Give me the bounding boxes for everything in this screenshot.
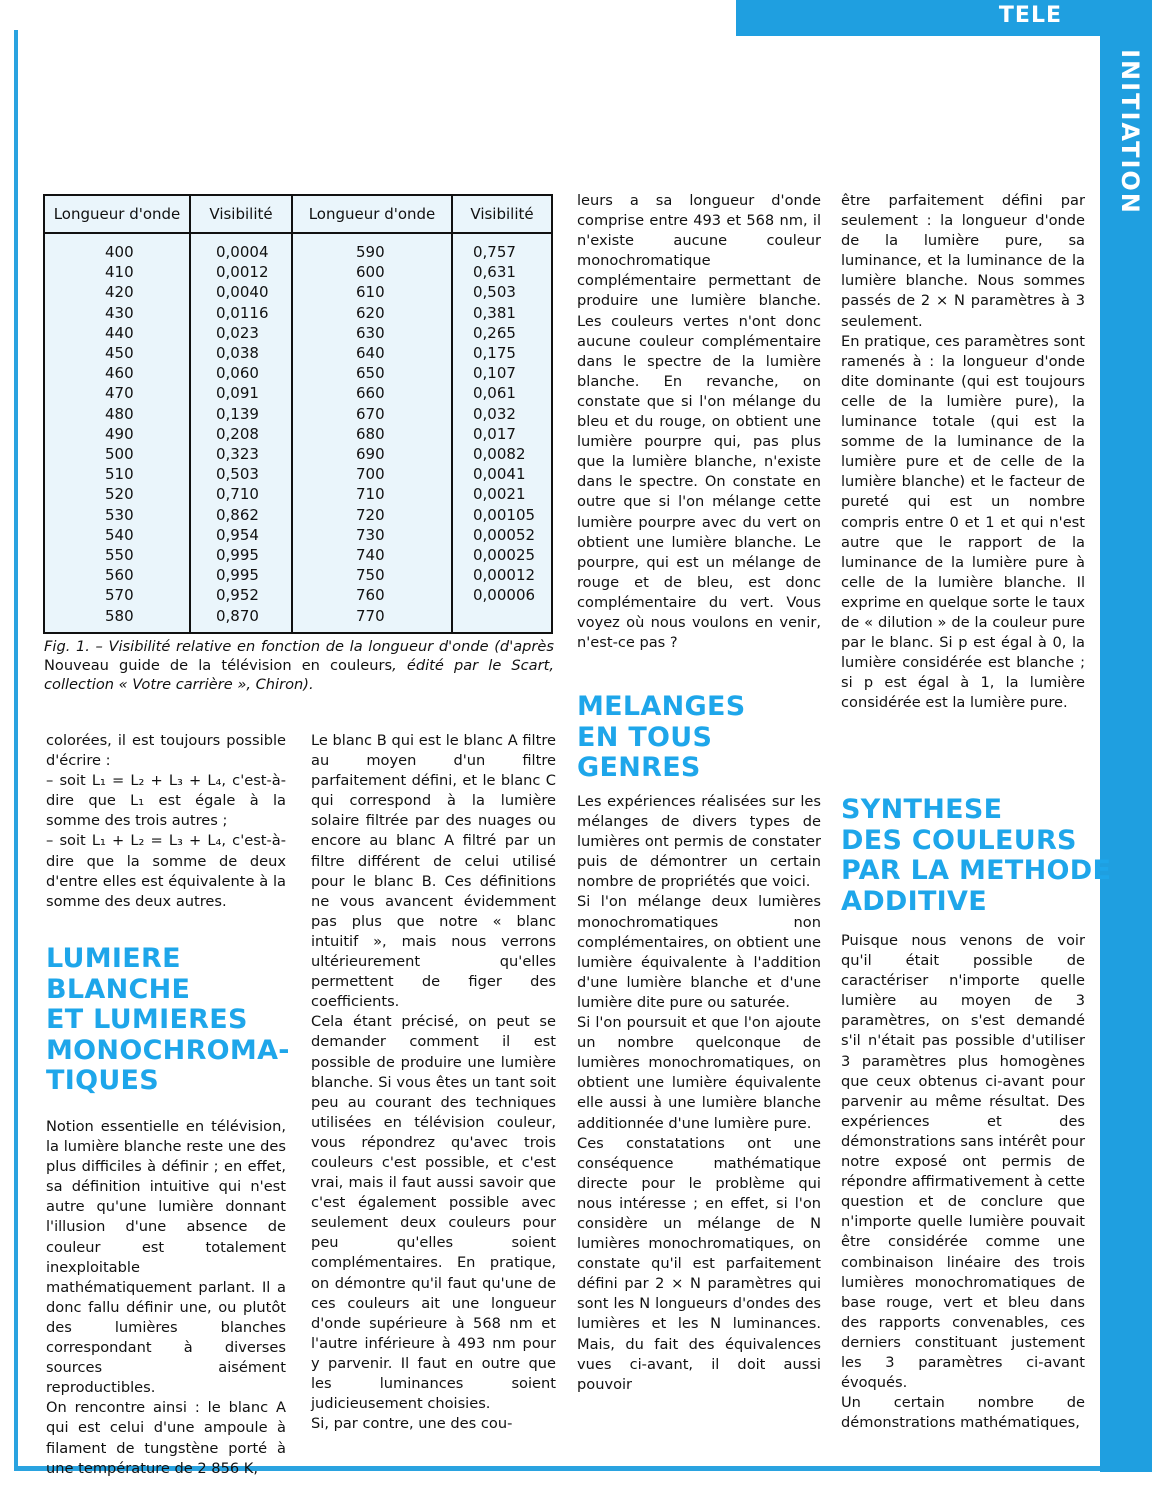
- table-cell: 0,00052: [473, 525, 536, 544]
- heading-line: ADDITIVE: [841, 885, 987, 917]
- table-header: Visibilité: [190, 195, 292, 233]
- table-cell: 410: [105, 263, 134, 282]
- table-cell: 0,0116: [216, 303, 269, 322]
- caption-text: Fig. 1. – Visibilité relative en fonction de la longueur d'onde (d'après: [44, 638, 554, 655]
- table-cell: 630: [356, 323, 385, 342]
- table-cell: 0,175: [473, 344, 516, 363]
- table-cell: 460: [105, 364, 134, 383]
- figure-caption: [44, 637, 554, 694]
- heading-line: BLANCHE: [46, 973, 191, 1005]
- caption-text: , édité par le Scart, collection « Votre carrière », Chiron).: [44, 657, 554, 693]
- table-cell: 640: [356, 344, 385, 363]
- table-cell: 0,710: [216, 485, 259, 504]
- table-cell: 0,00006: [473, 586, 536, 605]
- table-cell: 0,503: [216, 465, 259, 484]
- paragraph: En pratique, ces paramètres sont ramenés à : la longueur d'onde dite dominante (qui est toujours celle de la lumière pure), la luminance totale (qui est la somme de la luminance de la lumière pure et de celle de la lumière blanche) et le facteur de pureté qui est un nombre compris entre 0 et 1 et qui n'est autre que le rapport de la luminance de la lumière pure à celle de la lumière blanche. Il exprime en quelque sorte le taux de « dilution » de la couleur pure par le blanc. Si p est égal à 0, la lumière considérée est blanche ; si p est égal à 1, la lumière considérée est la lumière pure.: [841, 332, 1085, 712]
- table-cell: 470: [105, 384, 134, 403]
- paragraph: être parfaitement défini par seulement : la longueur d'onde de la lumière pure, sa luminance, et la luminance de la lumière blanche. Nous sommes passés de 2 × N paramètres à 3 seulement.: [841, 192, 1085, 330]
- heading-line: ET LUMIERES: [46, 1004, 248, 1035]
- heading-line: PAR LA METHODE: [841, 855, 1112, 886]
- table-cell: 0,0040: [216, 283, 269, 302]
- table-cell: 480: [105, 404, 134, 423]
- table-cell: 0,631: [473, 263, 516, 282]
- paragraph: On rencontre ainsi : le blanc A qui est celui d'une ampoule à filament de tungstène porté à une température de 2 856 K,: [46, 1399, 286, 1477]
- table-cell: 0,870: [216, 606, 259, 625]
- paragraph: – soit L₁ + L₂ = L₃ + L₄, c'est-à-dire que la somme de deux d'entre elles est équivalente à la somme des deux autres.: [46, 832, 286, 910]
- visibility-table: [43, 194, 553, 634]
- table-cell: 560: [105, 566, 134, 585]
- paragraph: Notion essentielle en télévision, la lumière blanche reste une des plus difficiles à définir ; en effet, sa définition intuitive qui n'est autre qu'une lumière donnant l'illusion d'une absence de couleur est totalement inexploitable mathématiquement parlant. Il a donc fallu définir une, ou plutôt des lumières blanches correspondant à diverses sources aisément reproductibles.: [46, 1118, 286, 1397]
- paragraph: colorées, il est toujours possible d'écrire :: [46, 732, 286, 770]
- table-cell: 0,954: [216, 525, 259, 544]
- caption-book-title: Nouveau guide de la télévision en couleurs: [44, 657, 393, 674]
- table-cell: 680: [356, 424, 385, 443]
- table-cell: 510: [105, 465, 134, 484]
- table-cell: 570: [105, 586, 134, 605]
- table-cell: 400: [105, 243, 134, 261]
- heading-lumiere-blanche: [46, 944, 290, 1097]
- table-cell: 0,139: [216, 404, 259, 423]
- table-cell: 690: [356, 445, 385, 464]
- paragraph: Puisque nous venons de voir qu'il était possible de caractériser n'importe quelle lumière au moyen de 3 paramètres, on s'est demandé s'il n'était pas possible d'utiliser 3 paramètres plus homogènes que ceux obtenus ci-avant pour parvenir au même résultat. Des expériences et des démonstrations sans intérêt pour notre exposé ont permis de répondre affirmativement à cette question et de conclure que n'importe quelle lumière pouvait être considérée comme une combinaison linéaire des trois lumières monochromatiques de base rouge, vert et bleu dans des rapports convenables, ces derniers constituant justement les 3 paramètres ci-avant évoqués.: [841, 932, 1085, 1392]
- table-cell: 670: [356, 404, 385, 423]
- paragraph: Les expériences réalisées sur les mélanges de divers types de lumières ont permis de constater puis de démontrer un certain nombre de propriétés que voici.: [577, 793, 821, 891]
- table-cell: 0,107: [473, 364, 516, 383]
- table-cell: 730: [356, 525, 385, 544]
- table-cell: 0,038: [216, 344, 259, 363]
- table-cell: 550: [105, 546, 134, 565]
- section-label-tele: TELE: [998, 3, 1062, 28]
- table-cell: 590: [356, 243, 385, 261]
- table-cell: 0,0021: [473, 485, 526, 504]
- heading-line: GENRES: [577, 752, 701, 783]
- heading-line: MONOCHROMA-: [46, 1034, 290, 1066]
- table-cell: 600: [356, 263, 385, 282]
- table-cell: 540: [105, 525, 134, 544]
- table-cell: 0,862: [216, 505, 259, 524]
- table-cell: 0,757: [473, 243, 516, 261]
- table-cell: 0,00105: [473, 505, 536, 524]
- table-cell: 770: [356, 606, 385, 625]
- column-2: [311, 731, 556, 1434]
- wavelength-column-left: [45, 234, 189, 632]
- table-header-row: [44, 195, 552, 233]
- paragraph: Si l'on mélange deux lumières monochromatiques non complémentaires, on obtient une lumière équivalente à l'addition d'une lumière blanche et d'une lumière dite pure ou saturée.: [577, 893, 821, 1011]
- column-1-body: [46, 1117, 286, 1479]
- paragraph: Ces constatations ont une conséquence mathématique directe pour le problème qui nous intéresse ; en effet, si l'on considère un mélange de N lumières monochromatiques, on constate qu'il est parfaitement défini par 2 × N paramètres qui sont les N longueurs d'ondes des lumières et les N luminances. Mais, du fait des équivalences vues ci-avant, il doit aussi pouvoir: [577, 1134, 821, 1393]
- table-cell: 440: [105, 323, 134, 342]
- table-cell: 430: [105, 303, 134, 322]
- paragraph: Un certain nombre de démonstrations mathématiques,: [841, 1394, 1085, 1432]
- side-label-container: [1110, 32, 1150, 232]
- table-cell: 490: [105, 424, 134, 443]
- heading-line: DES COULEURS: [841, 824, 1077, 856]
- table-cell: 660: [356, 384, 385, 403]
- side-banner-edge: [1100, 36, 1106, 1472]
- table-cell: 0,061: [473, 384, 516, 403]
- table-header: Visibilité: [452, 195, 552, 233]
- visibility-column-right: [453, 234, 551, 612]
- table-cell: 0,0004: [216, 243, 269, 261]
- table-cell: 0,995: [216, 546, 259, 565]
- table-cell: 700: [356, 465, 385, 484]
- heading-line: LUMIERE: [46, 943, 181, 974]
- column-3-top: [577, 191, 821, 653]
- table-cell: 760: [356, 586, 385, 605]
- heading-line: SYNTHESE: [841, 794, 1003, 825]
- table-cell: 0,00025: [473, 546, 536, 565]
- paragraph: Si l'on poursuit et que l'on ajoute un nombre quelconque de lumières monochromatiques, on obtient une lumière équivalente elle aussi à une lumière blanche additionnée d'une lumière pure.: [577, 1014, 821, 1132]
- table-cell: 530: [105, 505, 134, 524]
- table-cell: 0,0082: [473, 445, 526, 464]
- table-header: Longueur d'onde: [44, 195, 190, 233]
- table-cell: 750: [356, 566, 385, 585]
- table-cell: 710: [356, 485, 385, 504]
- heading-line: EN TOUS: [577, 721, 713, 753]
- paragraph: – soit L₁ = L₂ + L₃ + L₄, c'est-à-dire que L₁ est égale à la somme des trois autres ;: [46, 772, 286, 830]
- table-cell: 0,032: [473, 404, 516, 423]
- table-cell: 620: [356, 303, 385, 322]
- table-cell: 0,503: [473, 283, 516, 302]
- table-cell: 450: [105, 344, 134, 363]
- table-cell: 0,060: [216, 364, 259, 383]
- heading-line: MELANGES: [577, 691, 746, 722]
- table-cell: 420: [105, 283, 134, 302]
- table-cell: 0,0012: [216, 263, 269, 282]
- table-cell: 720: [356, 505, 385, 524]
- column-1-top: [46, 731, 286, 912]
- column-3-body: [577, 792, 821, 1395]
- table-cell: 740: [356, 546, 385, 565]
- table-cell: 0,023: [216, 323, 259, 342]
- column-4-top: [841, 191, 1085, 713]
- section-label-initiation: INITIATION: [1116, 49, 1144, 215]
- table-cell: 0,0041: [473, 465, 526, 484]
- table-cell: 610: [356, 283, 385, 302]
- table-cell: 580: [105, 606, 134, 625]
- table-cell: 0,381: [473, 303, 516, 322]
- heading-melanges: [577, 692, 745, 784]
- table-cell: 0,265: [473, 323, 516, 342]
- section-banner: [736, 0, 1152, 36]
- visibility-column-left: [191, 234, 291, 632]
- paragraph: Cela étant précisé, on peut se demander comment il est possible de produire une lumière blanche. Si vous êtes un tant soit peu au courant des techniques utilisées en télévision couleur, vous répondrez qu'avec trois couleurs c'est possible, et c'est vrai, mais il faut aussi savoir que c'est également possible avec seulement deux couleurs pour peu qu'elles soient complémentaires. En pratique, on démontre qu'il faut qu'une de ces couleurs ait une longueur d'onde supérieure à 568 nm et l'autre inférieure à 493 nm pour y parvenir. Il faut en outre que les luminances soient judicieusement choisies.: [311, 1013, 556, 1413]
- table-header: Longueur d'onde: [292, 195, 452, 233]
- table-cell: 520: [105, 485, 134, 504]
- table-cell: 0,208: [216, 424, 259, 443]
- table-cell: 650: [356, 364, 385, 383]
- column-4-body: [841, 931, 1085, 1433]
- table-cell: 0,995: [216, 566, 259, 585]
- heading-synthese: [841, 795, 1111, 917]
- table-cell: 0,952: [216, 586, 259, 605]
- table-cell: 0,017: [473, 424, 516, 443]
- table-cell: 0,00012: [473, 566, 536, 585]
- wavelength-column-right: [293, 234, 451, 632]
- paragraph: Si, par contre, une des cou-: [311, 1415, 513, 1433]
- heading-line: TIQUES: [46, 1065, 160, 1096]
- table-cell: 0,091: [216, 384, 259, 403]
- paragraph: leurs a sa longueur d'onde comprise entre 493 et 568 nm, il n'existe aucune couleur monochromatique complémentaire permettant de produire une lumière blanche. Les couleurs vertes n'ont donc aucune couleur complémentaire dans le spectre de la lumière blanche. En revanche, on constate que si l'on mélange du bleu et du rouge, on obtient une lumière pourpre qui, pas plus que la lumière blanche, n'existe dans le spectre. On constate en outre que si l'on mélange cette lumière pourpre avec du vert on obtient une lumière blanche. Le pourpre, qui est un mélange de rouge et de bleu, est donc complémentaire du vert. Vous voyez où nous voulons en venir, n'est-ce pas ?: [577, 192, 821, 652]
- table-cell: 500: [105, 445, 134, 464]
- paragraph: Le blanc B qui est le blanc A filtre au moyen d'un filtre parfaitement défini, et le blanc C qui correspond à la lumière solaire filtrée par des nuages ou encore au blanc A filtré par un filtre différent de celui utilisé pour le blanc B. Ces définitions ne vous avancent évidemment pas plus que notre « blanc intuitif », mais nous verrons ultérieurement qu'elles permettent de figer des coefficients.: [311, 732, 556, 1011]
- frame-border-left: [14, 30, 18, 1470]
- table-cell: 0,323: [216, 445, 259, 464]
- table-body-row: [44, 233, 552, 633]
